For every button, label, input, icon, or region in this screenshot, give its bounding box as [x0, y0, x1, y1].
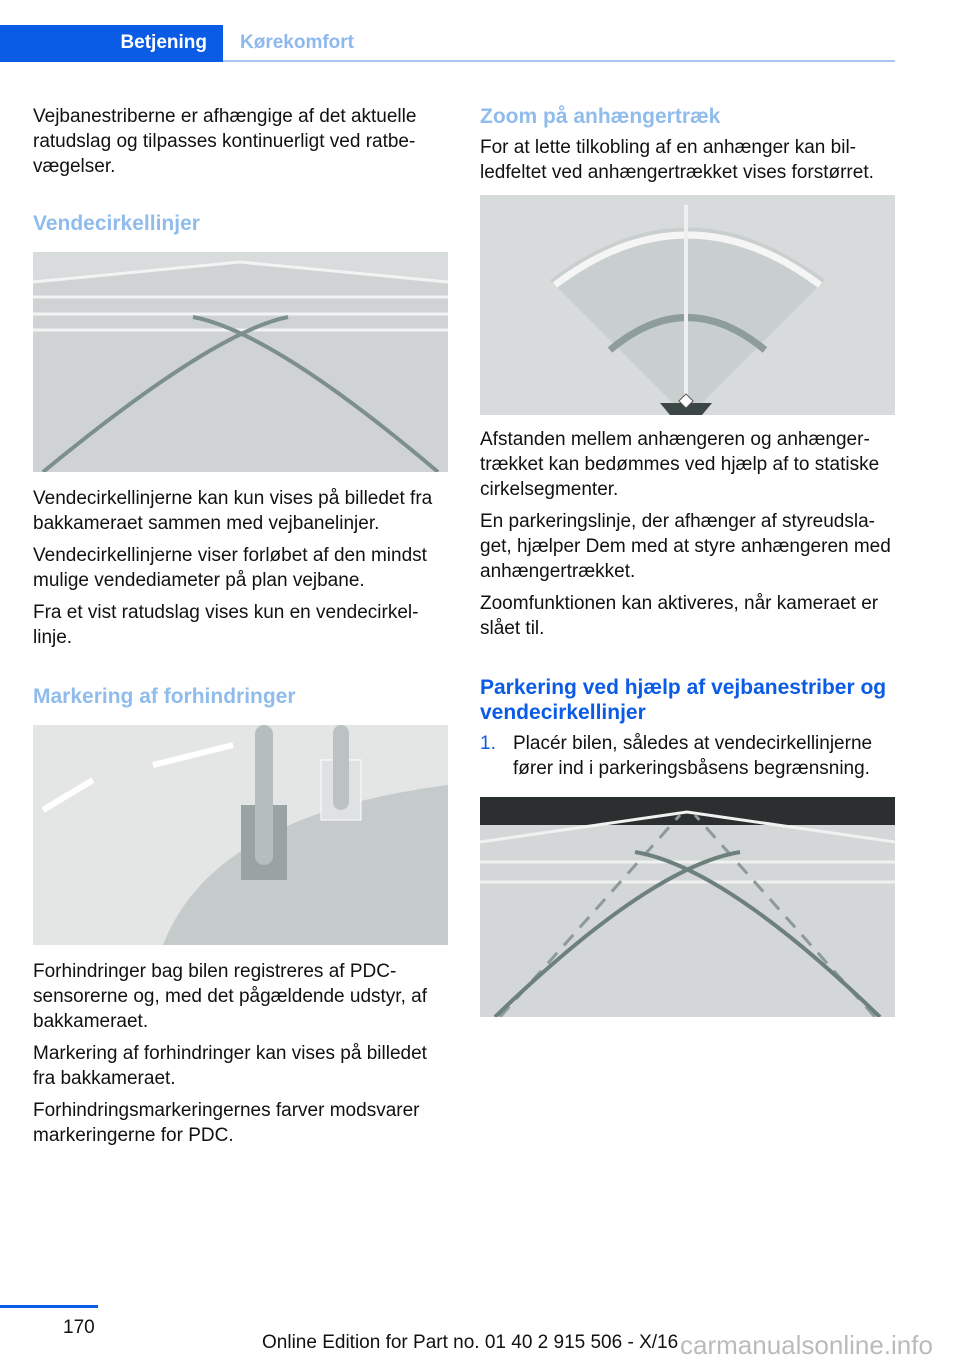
left-column [33, 104, 448, 1155]
paragraph: Forhindringer bag bilen registreres af PDC-sensorerne og, med det pågældende udstyr, af bakkameraet. [33, 961, 427, 1032]
turning-circle-image [33, 252, 448, 472]
tab-betjening[interactable]: Betjening [0, 25, 223, 62]
paragraph: For at lette tilkobling af en anhænger kan billedfeltet ved anhængertrækket vises forstørret. [480, 137, 874, 183]
right-column [480, 104, 895, 1017]
parking-lines-image [480, 797, 895, 1017]
paragraph: Zoomfunktionen kan aktiveres, når kameraet er slået til. [480, 593, 879, 639]
paragraph: Vendecirkellinjerne viser forløbet af den mindst mulige vendediameter på plan vejbane. [33, 545, 427, 591]
page-number: 170 [63, 1317, 95, 1338]
trailer-hitch-zoom-image [480, 195, 895, 415]
obstacle-marking-image [33, 725, 448, 945]
list-item [480, 731, 895, 781]
heading-markering: Markering af forhindringer [33, 685, 296, 708]
paragraph: Vendecirkellinjerne kan kun vises på billedet fra bakkameraet sammen med vejbanelinjer. [33, 488, 433, 534]
edition-text: Online Edition for Part no. 01 40 2 915 506 - X/16 [262, 1332, 679, 1353]
paragraph: Markering af forhindringer kan vises på billedet fra bakkameraet. [33, 1043, 427, 1089]
footer-accent-line [0, 1305, 98, 1308]
paragraph: Fra et vist ratudslag vises kun en vendecirkellinje. [33, 602, 419, 648]
step-number: 1. [480, 733, 496, 754]
tab-korekomfort[interactable]: Kørekomfort [240, 32, 355, 53]
paragraph: En parkeringslinje, der afhænger af styreudslaget, hjælper Dem med at styre anhængeren med anhængertrækket. [480, 511, 891, 582]
heading-parkering: Parkering ved hjælp af vejbanestriber og vendecirkellinjer [480, 676, 887, 724]
heading-zoom: Zoom på anhængertræk [480, 105, 721, 128]
paragraph: Forhindringsmarkeringernes farver modsvarer markeringerne for PDC. [33, 1100, 420, 1146]
header-divider [223, 60, 895, 62]
heading-vendecirkellinjer: Vendecirkellinjer [33, 212, 200, 235]
watermark: carmanualsonline.info [680, 1330, 933, 1360]
step-text: Placér bilen, således at vendecirkellinjerne fører ind i parkeringsbåsens begrænsning. [513, 733, 873, 779]
paragraph: Afstanden mellem anhængeren og anhængertrækket kan bedømmes ved hjælp af to statiske cirkelsegmenter. [480, 429, 880, 500]
intro-text: Vejbanestriberne er afhængige af det aktuelle ratudslag og tilpasses kontinuerligt ved ratbevægelser. [33, 106, 417, 177]
